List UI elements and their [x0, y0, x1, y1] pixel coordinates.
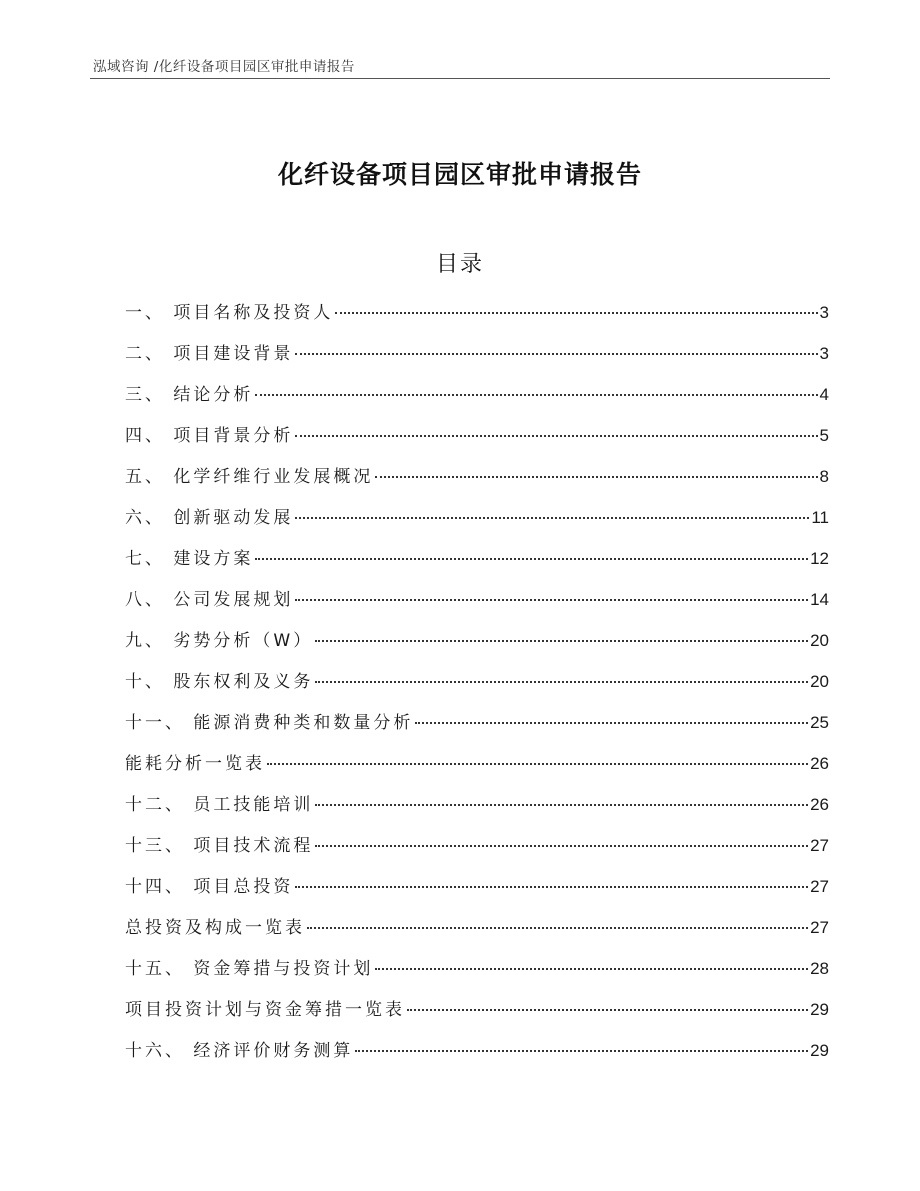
toc-entry-page: 27: [810, 877, 829, 896]
toc-entry-label: 十五、 资金筹措与投资计划: [125, 959, 374, 979]
toc-entry-label: 八、 公司发展规划: [125, 590, 294, 610]
toc-entry[interactable]: [125, 1035, 829, 1076]
toc-entry[interactable]: [125, 584, 829, 625]
toc-entry-page: 29: [810, 1041, 829, 1060]
toc-dot-leader: [295, 599, 808, 601]
table-of-contents: [125, 297, 829, 1076]
toc-entry[interactable]: [125, 543, 829, 584]
toc-entry-page: 8: [819, 467, 829, 486]
toc-entry-page: 27: [810, 836, 829, 855]
toc-entry-page: 12: [810, 549, 829, 568]
toc-entry-page: 26: [810, 795, 829, 814]
toc-entry-page: 3: [819, 303, 829, 322]
toc-dot-leader: [295, 353, 817, 355]
toc-dot-leader: [267, 763, 808, 765]
toc-entry[interactable]: [125, 502, 829, 543]
toc-entry-page: 3: [819, 344, 829, 363]
toc-entry[interactable]: [125, 379, 829, 420]
toc-entry-page: 5: [819, 426, 829, 445]
toc-entry[interactable]: [125, 625, 829, 666]
toc-dot-leader: [375, 476, 817, 478]
toc-dot-leader: [335, 312, 817, 314]
toc-entry-label: 二、 项目建设背景: [125, 344, 294, 364]
toc-entry-page: 11: [811, 508, 829, 527]
toc-dot-leader: [295, 435, 817, 437]
toc-entry[interactable]: [125, 748, 829, 789]
toc-entry-page: 29: [810, 1000, 829, 1019]
toc-entry-label: 十四、 项目总投资: [125, 877, 294, 897]
running-header: 泓域咨询 /化纤设备项目园区审批申请报告: [93, 59, 355, 75]
toc-dot-leader: [315, 804, 808, 806]
toc-dot-leader: [255, 558, 808, 560]
toc-entry[interactable]: [125, 912, 829, 953]
toc-dot-leader: [255, 394, 817, 396]
toc-entry[interactable]: [125, 830, 829, 871]
toc-dot-leader: [375, 968, 808, 970]
toc-entry-page: 27: [810, 918, 829, 937]
toc-entry-page: 14: [810, 590, 829, 609]
toc-entry-page: 28: [810, 959, 829, 978]
toc-entry-label: 能耗分析一览表: [125, 754, 265, 774]
toc-dot-leader: [295, 886, 808, 888]
toc-entry-label: 十二、 员工技能培训: [125, 795, 314, 815]
header-divider: [90, 78, 830, 79]
toc-entry-label: 四、 项目背景分析: [125, 426, 294, 446]
toc-entry[interactable]: [125, 871, 829, 912]
toc-entry-label: 五、 化学纤维行业发展概况: [125, 467, 374, 487]
toc-dot-leader: [355, 1050, 808, 1052]
toc-entry-label: 总投资及构成一览表: [125, 918, 305, 938]
toc-entry-label: 一、 项目名称及投资人: [125, 303, 334, 323]
toc-entry[interactable]: [125, 994, 829, 1035]
toc-entry-page: 20: [810, 631, 829, 650]
toc-dot-leader: [295, 517, 809, 519]
toc-entry-label: 十三、 项目技术流程: [125, 836, 314, 856]
toc-entry-page: 25: [810, 713, 829, 732]
toc-entry-label: 十、 股东权利及义务: [125, 672, 314, 692]
toc-entry[interactable]: [125, 707, 829, 748]
toc-entry-label: 十六、 经济评价财务测算: [125, 1041, 354, 1061]
toc-entry[interactable]: [125, 338, 829, 379]
toc-entry[interactable]: [125, 789, 829, 830]
toc-entry-page: 20: [810, 672, 829, 691]
toc-dot-leader: [315, 640, 808, 642]
document-title: 化纤设备项目园区审批申请报告: [277, 160, 642, 189]
toc-entry-page: 26: [810, 754, 829, 773]
toc-entry[interactable]: [125, 666, 829, 707]
toc-entry[interactable]: [125, 953, 829, 994]
toc-entry[interactable]: [125, 297, 829, 338]
toc-entry[interactable]: [125, 461, 829, 502]
toc-dot-leader: [415, 722, 808, 724]
toc-entry-page: 4: [819, 385, 829, 404]
toc-entry-label: 九、 劣势分析（W）: [125, 631, 314, 651]
toc-entry-label: 十一、 能源消费种类和数量分析: [125, 713, 414, 733]
toc-dot-leader: [307, 927, 808, 929]
toc-entry-label: 三、 结论分析: [125, 385, 254, 405]
toc-dot-leader: [407, 1009, 808, 1011]
toc-dot-leader: [315, 681, 808, 683]
toc-entry-label: 七、 建设方案: [125, 549, 254, 569]
toc-dot-leader: [315, 845, 808, 847]
toc-heading: 目录: [435, 252, 484, 277]
toc-entry-label: 项目投资计划与资金筹措一览表: [125, 1000, 405, 1020]
toc-entry[interactable]: [125, 420, 829, 461]
toc-entry-label: 六、 创新驱动发展: [125, 508, 294, 528]
